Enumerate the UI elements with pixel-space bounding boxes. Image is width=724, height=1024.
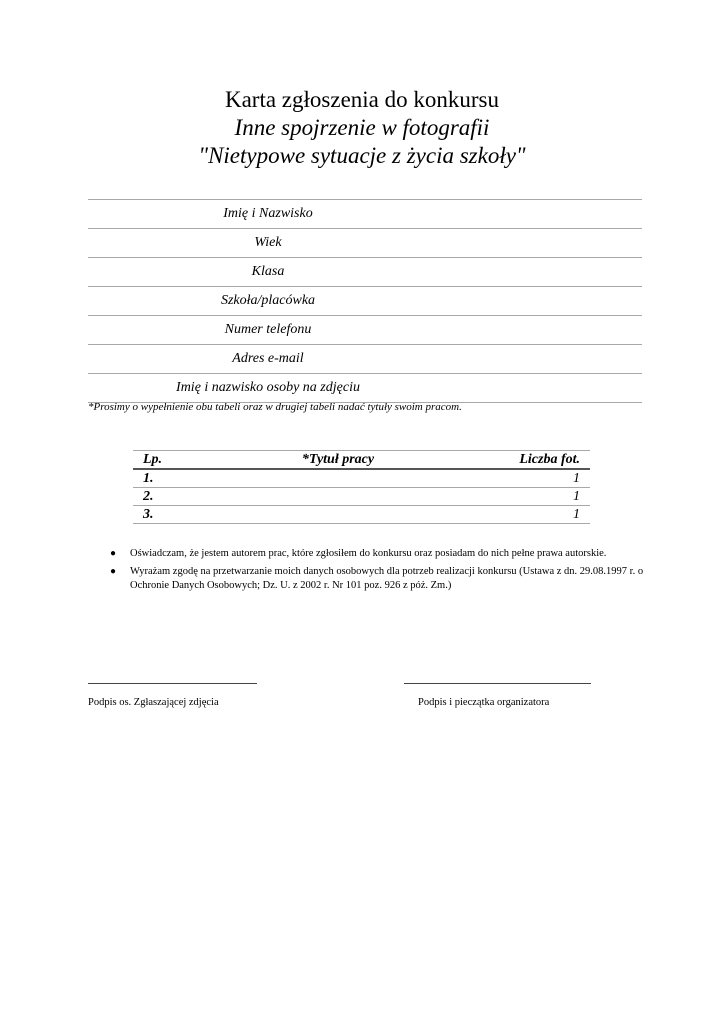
table-row — [133, 506, 590, 524]
form-label-phone: Numer telefonu — [224, 322, 312, 337]
name-field[interactable] — [468, 203, 638, 225]
photo-count: 1 — [573, 471, 580, 486]
form-label-email: Adres e-mail — [232, 351, 304, 366]
form-row-email — [88, 345, 642, 374]
form-label-photo-person: Imię i nazwisko osoby na zdjęciu — [176, 380, 360, 395]
title-line-1: Karta zgłoszenia do konkursu — [224, 87, 499, 112]
document-title — [0, 86, 724, 170]
phone-field[interactable] — [468, 319, 638, 341]
photo-count: 1 — [573, 507, 580, 522]
form-label-age: Wiek — [254, 235, 282, 250]
works-table — [133, 450, 590, 524]
title-line-3: "Nietypowe sytuacje z życia szkoły" — [198, 143, 526, 168]
list-item — [110, 547, 650, 561]
statements-list — [110, 547, 650, 597]
form-note: *Prosimy o wypełnienie obu tabeli oraz w drugiej tabeli nadać tytuły swoim pracom. — [88, 401, 462, 413]
form-label-class: Klasa — [251, 264, 285, 279]
form-label-name: Imię i Nazwisko — [223, 206, 313, 221]
form-row-name — [88, 200, 642, 229]
table-row — [133, 488, 590, 506]
header-count: Liczba fot. — [519, 452, 580, 467]
statement-authorship: Oświadczam, że jestem autorem prac, które zgłosiłem do konkursu oraz posiadam do nich pełne prawa autorskie. — [130, 548, 607, 559]
photo-person-field[interactable] — [468, 377, 638, 399]
form-row-age — [88, 229, 642, 258]
form-label-school: Szkoła/placówka — [220, 293, 316, 308]
signature-line-organizer[interactable] — [404, 683, 591, 684]
bullet-icon: ● — [110, 548, 117, 559]
bullet-icon: ● — [110, 566, 117, 577]
form-row-class — [88, 258, 642, 287]
list-item — [110, 565, 650, 593]
class-field[interactable] — [468, 261, 638, 283]
row-lp: 2. — [143, 489, 154, 504]
participant-form-table — [88, 199, 642, 403]
row-lp: 3. — [143, 507, 154, 522]
email-field[interactable] — [468, 348, 638, 370]
row-lp: 1. — [143, 471, 154, 486]
form-row-photo-person — [88, 374, 642, 403]
signature-label-organizer: Podpis i pieczątka organizatora — [418, 697, 550, 708]
statement-data-consent: Wyrażam zgodę na przetwarzanie moich danych osobowych dla potrzeb realizacji konkursu (Ustawa z dn. 29.08.1997 r. o Ochronie Danych Osobowych; Dz. U. z 2002 r. Nr 101 poz. 926 z póż. Zm.) — [130, 566, 644, 591]
header-lp: Lp. — [143, 452, 163, 467]
header-title: *Tytuł pracy — [301, 452, 375, 467]
age-field[interactable] — [468, 232, 638, 254]
form-row-school — [88, 287, 642, 316]
table-row — [133, 470, 590, 488]
form-row-phone — [88, 316, 642, 345]
title-line-2: Inne spojrzenie w fotografii — [234, 115, 490, 140]
signature-label-participant: Podpis os. Zgłaszającej zdjęcia — [88, 697, 219, 708]
signature-line-participant[interactable] — [88, 683, 257, 684]
photo-count: 1 — [573, 489, 580, 504]
school-field[interactable] — [468, 290, 638, 312]
works-table-header — [133, 451, 590, 470]
